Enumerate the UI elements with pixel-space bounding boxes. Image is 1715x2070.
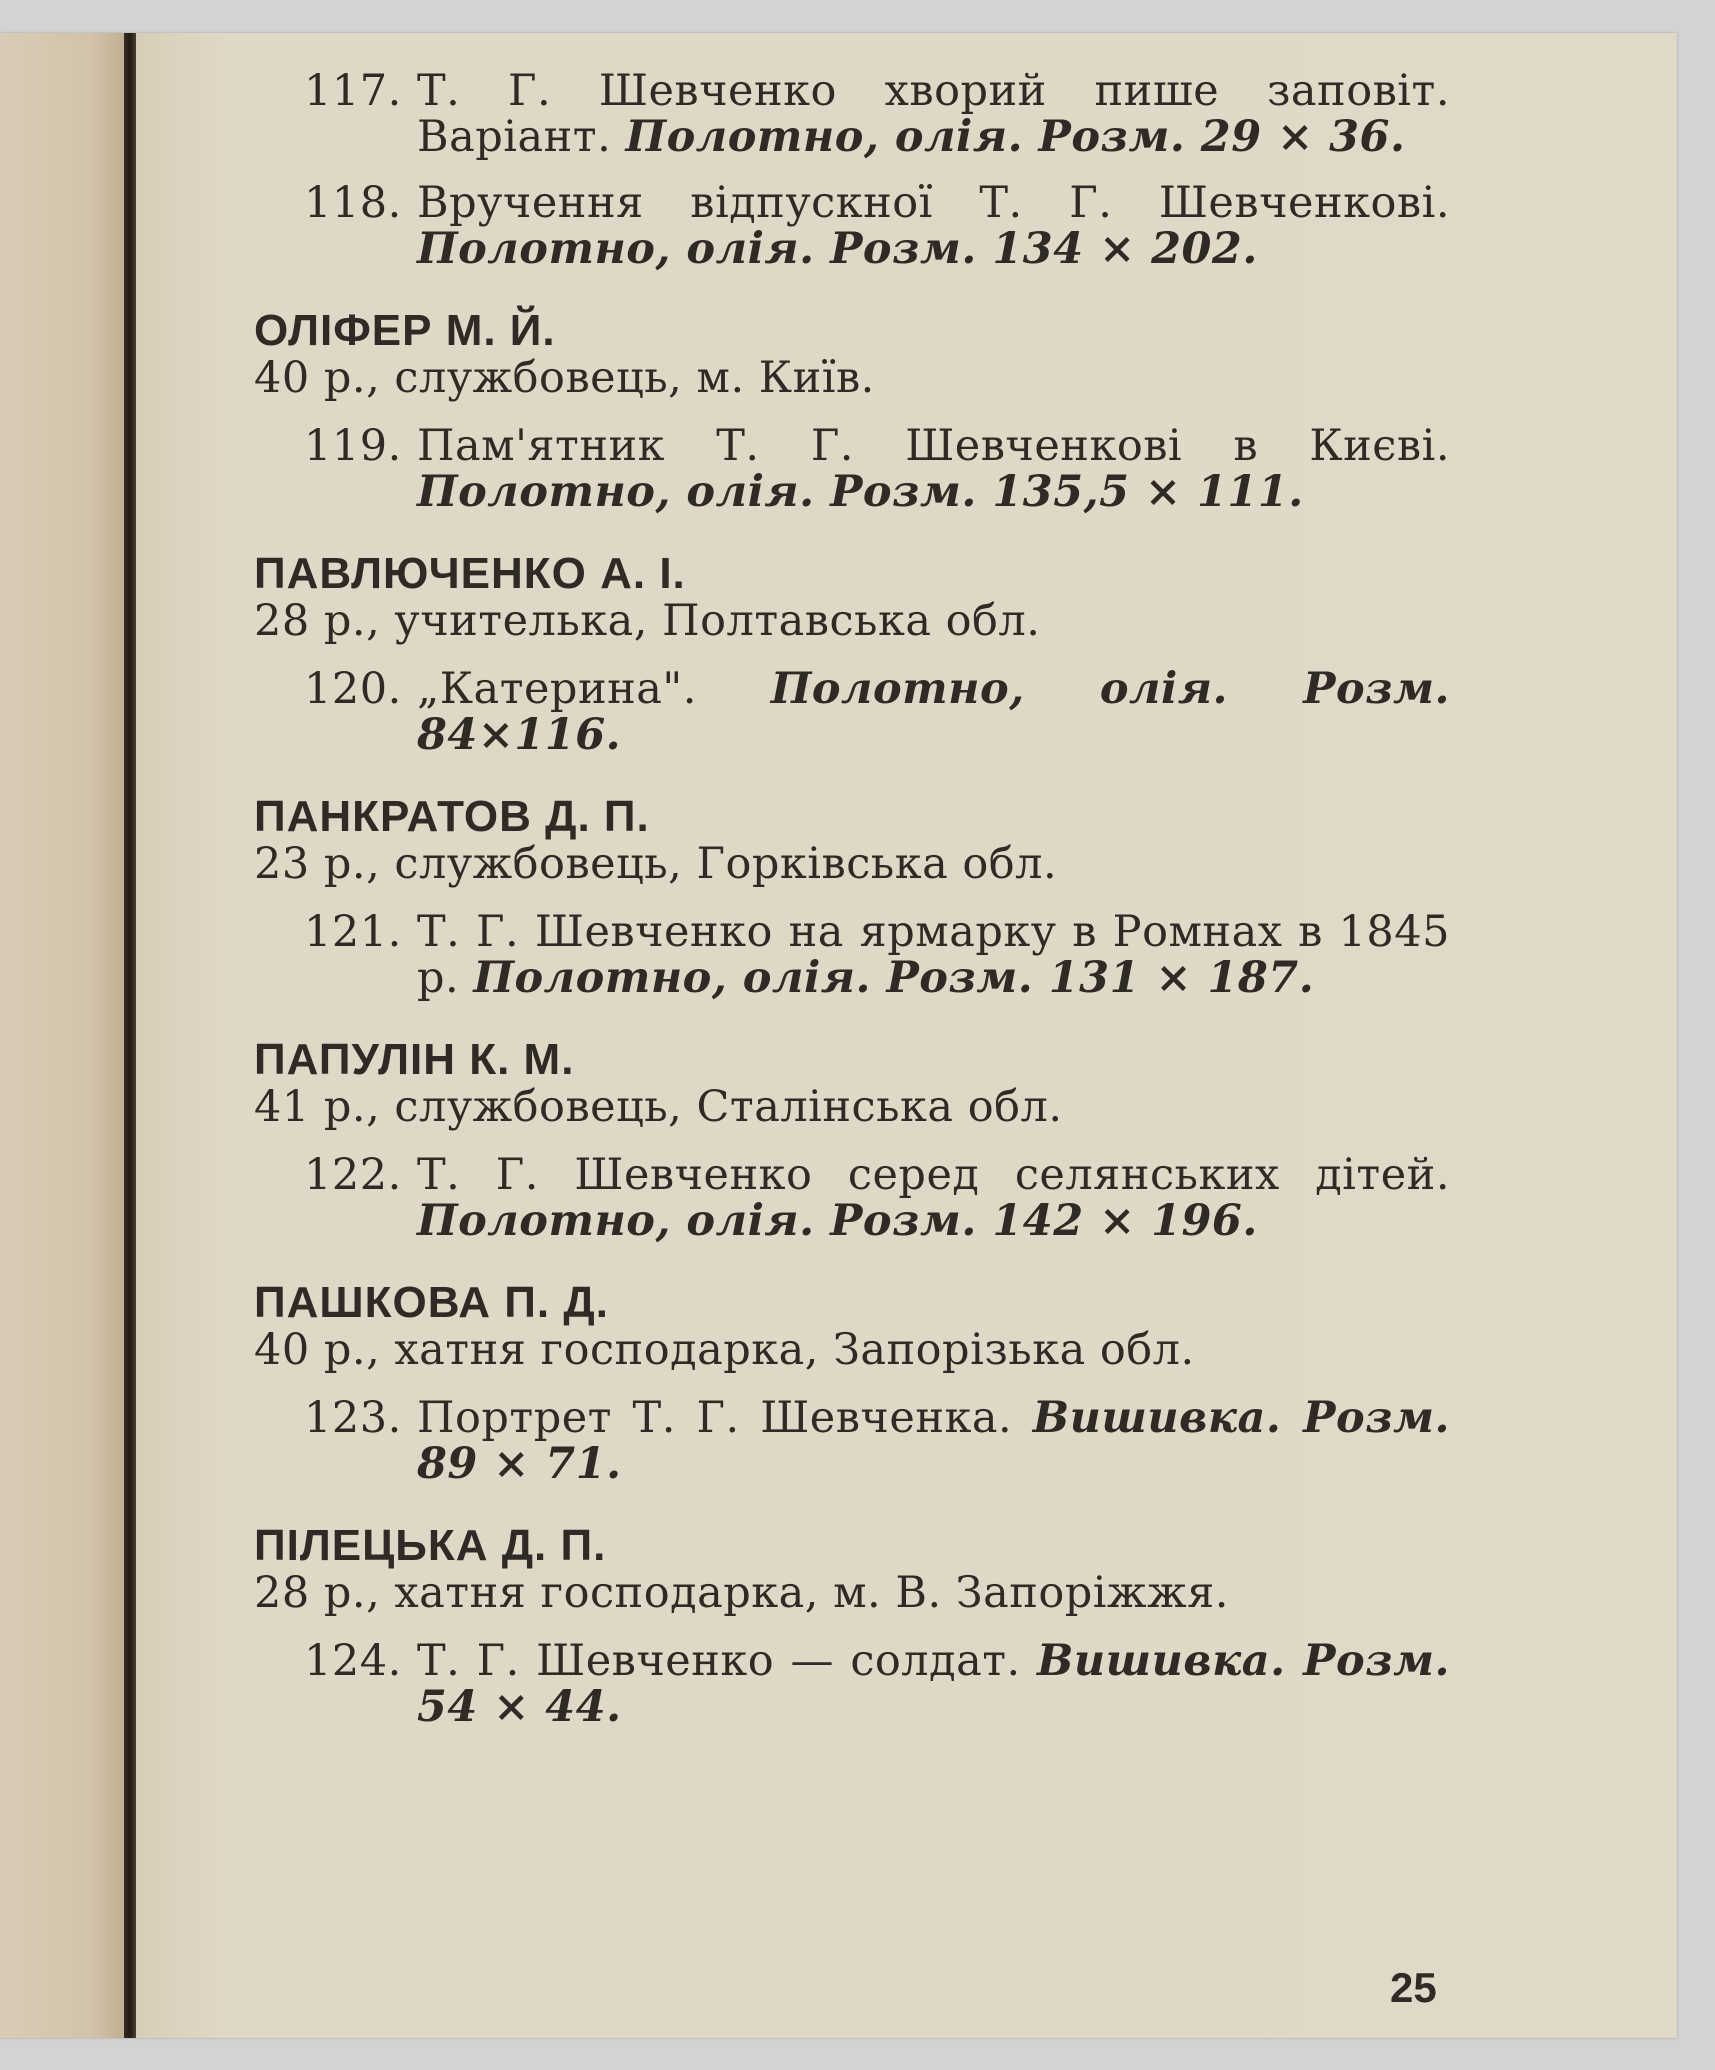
artist-bio: 28 р., учителька, Полтавська обл. <box>254 596 1041 646</box>
artist-bio: 41 р., службовець, Сталінська обл. <box>254 1082 1063 1132</box>
catalog-item <box>254 68 1450 160</box>
item-title: Пам'ятник Т. Г. Шевченкові в Києві. <box>417 421 1450 471</box>
artist-bio: 23 р., службовець, Горківська обл. <box>254 839 1058 889</box>
item-number: 120. <box>304 664 402 714</box>
item-number: 123. <box>304 1393 402 1443</box>
artist-name: ПАНКРАТОВ Д. П. <box>254 792 650 841</box>
artist-block <box>254 1279 1450 1373</box>
catalog-entry <box>254 307 1450 515</box>
artist-block <box>254 793 1450 887</box>
item-title: „Катерина". <box>417 664 771 714</box>
item-medium: Полотно, олія. Розм. 134 × 202. <box>417 224 1258 274</box>
item-medium: Полотно, олія. Розм. 131 × 187. <box>473 953 1315 1003</box>
catalog-entry <box>254 550 1450 758</box>
item-number: 122. <box>304 1150 402 1200</box>
catalog-item <box>254 423 1450 515</box>
item-number: 121. <box>304 907 402 957</box>
catalog-page-content <box>254 68 1450 1765</box>
item-medium: Вишивка. Розм. 54 × 44. <box>417 1636 1450 1732</box>
catalog-item <box>254 180 1450 272</box>
artist-block <box>254 1522 1450 1616</box>
artist-name: ПІЛЕЦЬКА Д. П. <box>254 1521 607 1570</box>
artist-bio: 40 р., службовець, м. Київ. <box>254 353 875 403</box>
artist-block <box>254 307 1450 401</box>
artist-name: ПАВЛЮЧЕНКО А. І. <box>254 549 686 598</box>
artist-name: ПАПУЛІН К. М. <box>254 1035 575 1084</box>
catalog-item <box>254 666 1450 758</box>
item-number: 118. <box>304 178 402 228</box>
left-page-edge <box>0 33 128 2038</box>
item-medium: Вишивка. Розм. 89 × 71. <box>417 1393 1450 1489</box>
item-number: 117. <box>304 66 402 116</box>
catalog-item <box>254 1638 1450 1730</box>
item-medium: Полотно, олія. Розм. 84×116. <box>417 664 1450 760</box>
item-title: Т. Г. Шевченко серед селянських дітей. <box>417 1150 1450 1200</box>
item-medium: Полотно, олія. Розм. 29 × 36. <box>625 112 1406 162</box>
catalog-item <box>254 1152 1450 1244</box>
page-number: 25 <box>1390 1964 1437 2011</box>
catalog-entry <box>254 1522 1450 1730</box>
artist-name: ОЛІФЕР М. Й. <box>254 306 556 355</box>
catalog-entry-continued <box>254 68 1450 272</box>
artist-block <box>254 550 1450 644</box>
item-title: Т. Г. Шевченко — солдат. <box>417 1636 1021 1686</box>
item-number: 119. <box>304 421 402 471</box>
artist-block <box>254 1036 1450 1130</box>
catalog-entry <box>254 1036 1450 1244</box>
item-number: 124. <box>304 1636 402 1686</box>
item-title: Вручення відпускної Т. Г. Шевченкові. <box>417 178 1450 228</box>
item-medium: Полотно, олія. Розм. 142 × 196. <box>417 1196 1258 1246</box>
artist-name: ПАШКОВА П. Д. <box>254 1278 609 1327</box>
item-title: Портрет Т. Г. Шевченка. <box>417 1393 1013 1443</box>
catalog-entry <box>254 1279 1450 1487</box>
catalog-item <box>254 909 1450 1001</box>
item-title: Т. Г. Шевченко на ярмарку в Ромнах в 1845 р. <box>417 907 1450 1003</box>
item-medium: Полотно, олія. Розм. 135,5 × 111. <box>417 467 1304 517</box>
book-spine <box>124 33 136 2038</box>
item-title: Т. Г. Шевченко хворий пише заповіт. Варіант. <box>417 66 1450 162</box>
artist-bio: 40 р., хатня господарка, Запорізька обл. <box>254 1325 1195 1375</box>
catalog-item <box>254 1395 1450 1487</box>
artist-bio: 28 р., хатня господарка, м. В. Запоріжжя. <box>254 1568 1229 1618</box>
catalog-entry <box>254 793 1450 1001</box>
